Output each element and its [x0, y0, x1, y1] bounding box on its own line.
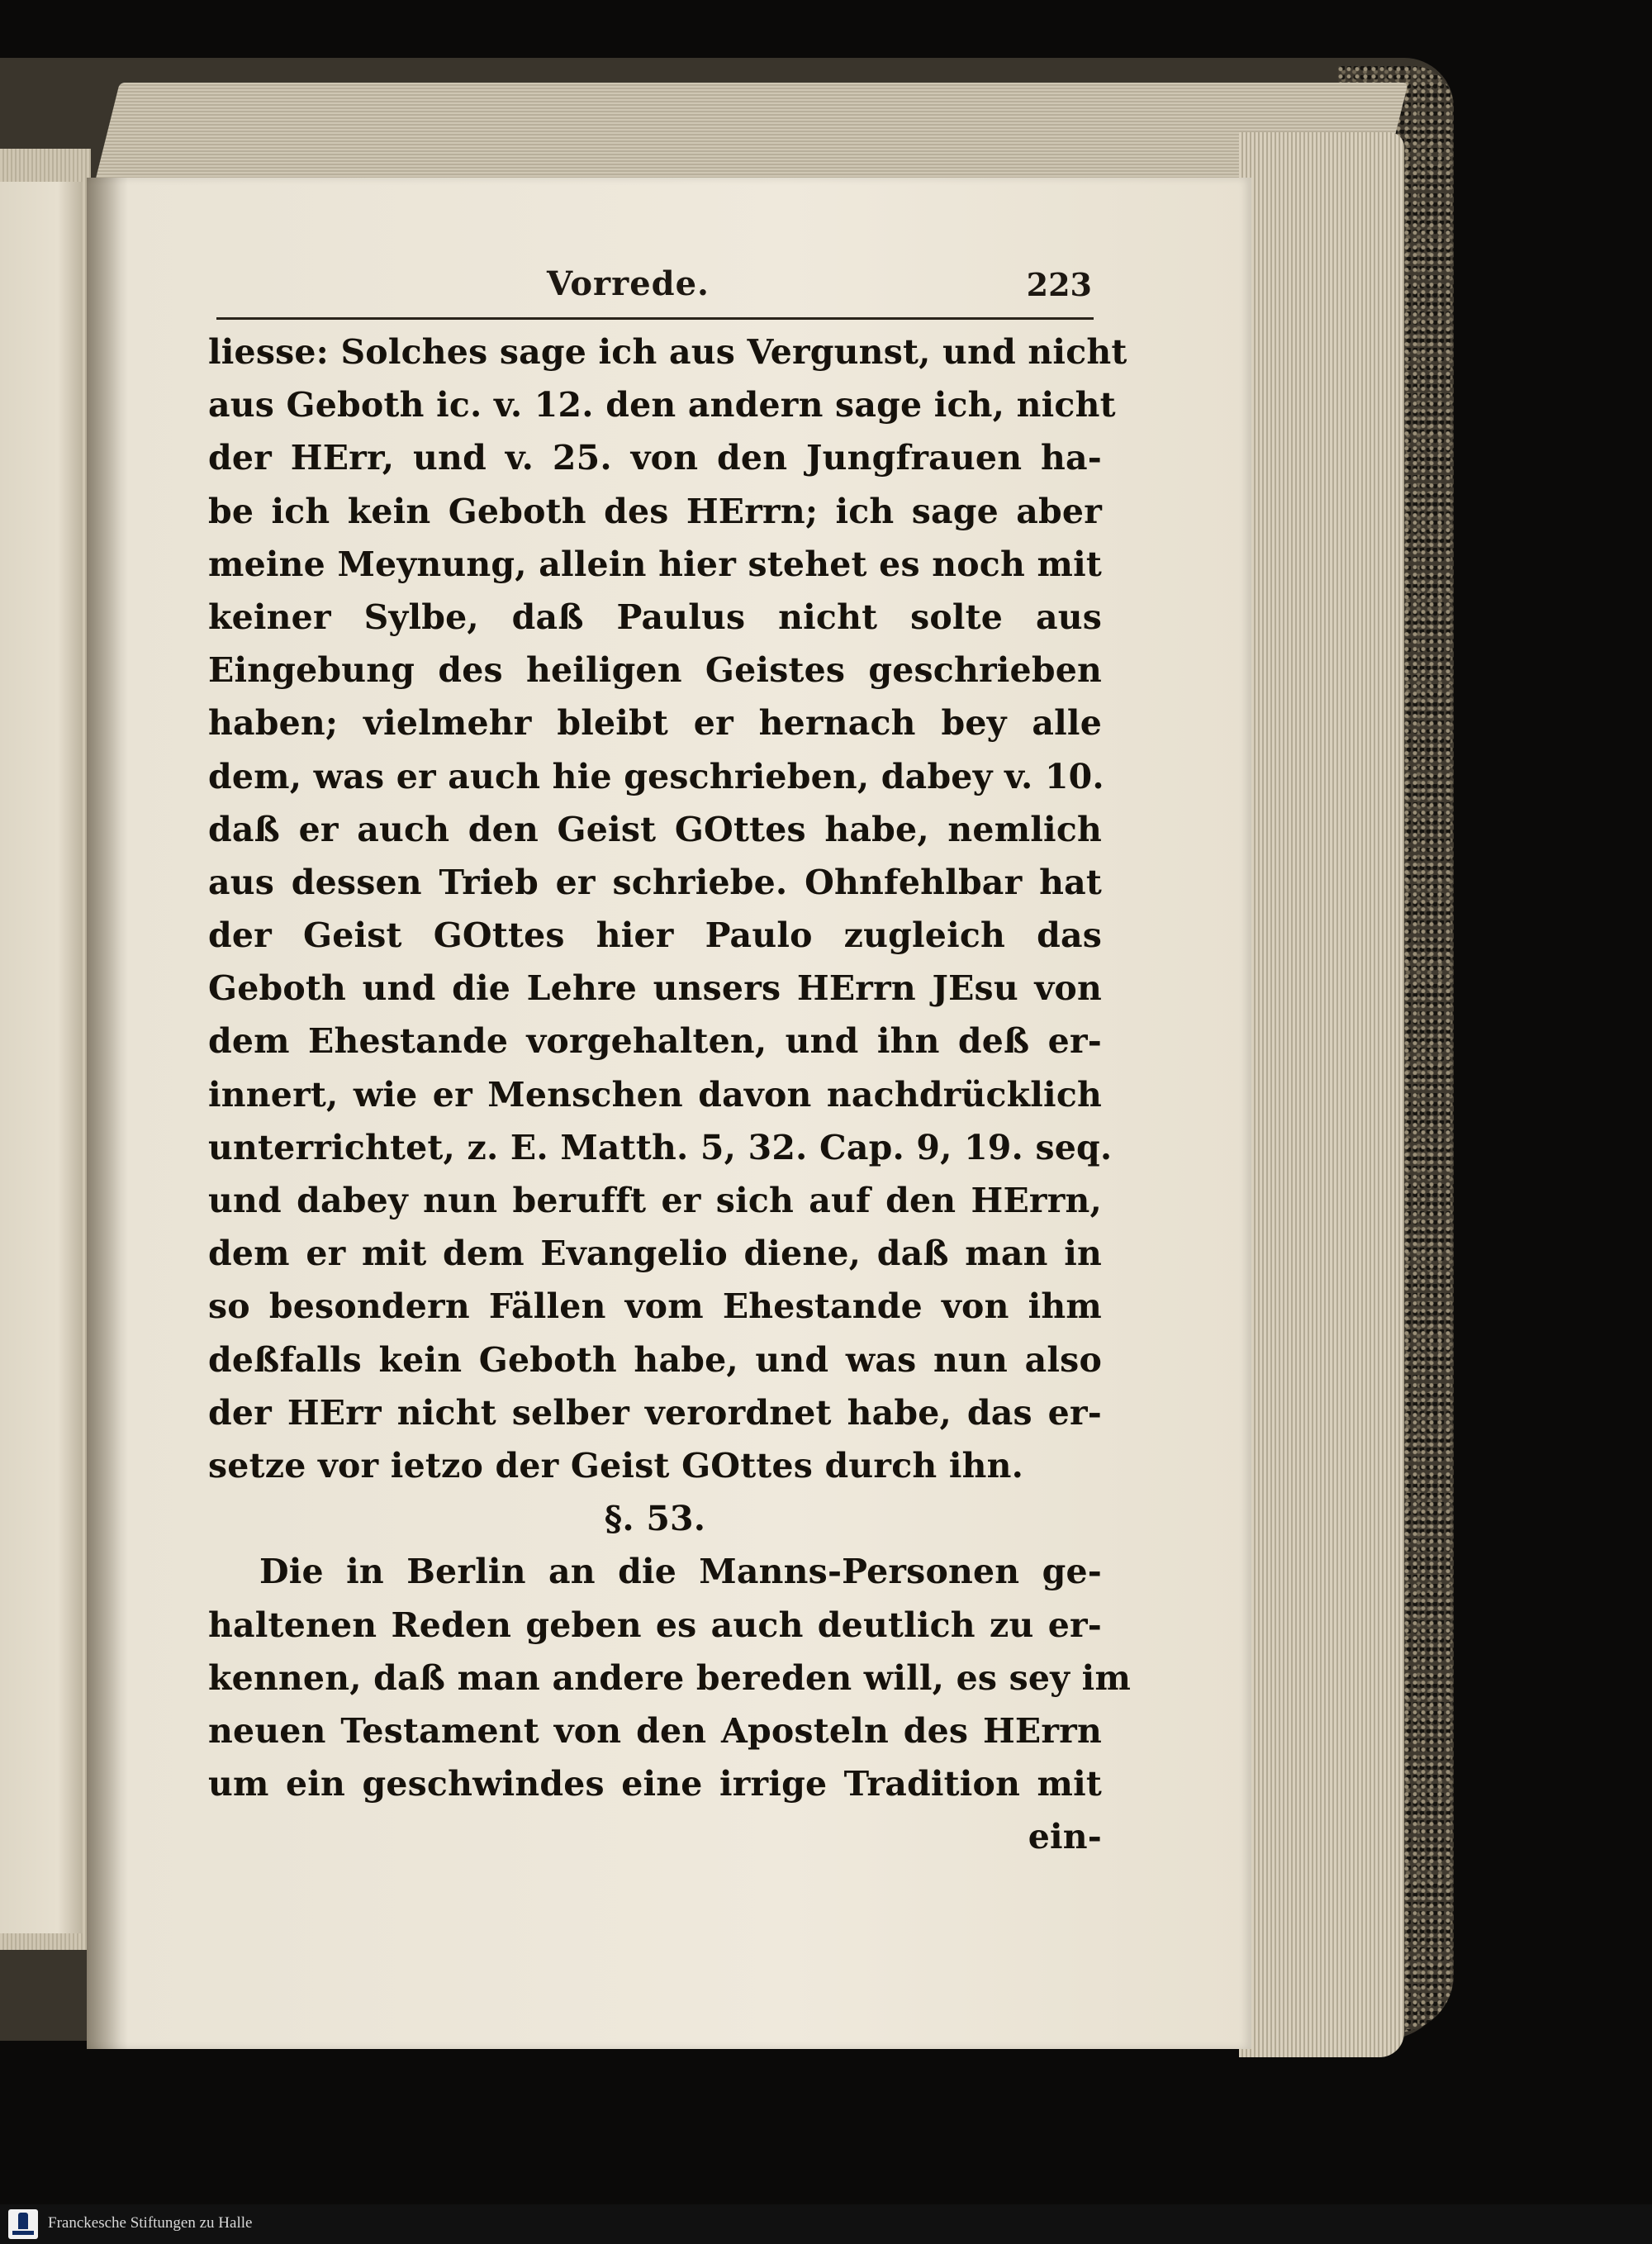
text-line: aus Geboth ic. v. 12. den andern sage ich, nicht	[208, 385, 1116, 426]
right-page-edges	[1239, 132, 1404, 2057]
text-line: keiner Sylbe, daß Paulus nicht solte aus	[208, 597, 1102, 637]
institution-name: Franckesche Stiftungen zu Halle	[48, 2214, 253, 2232]
text-line: Eingebung des heiligen Geistes geschrieben	[208, 650, 1102, 691]
text-line: be ich kein Geboth des HErrn; ich sage aber	[208, 491, 1102, 531]
header-rule	[216, 317, 1094, 320]
body-text	[208, 326, 1132, 1863]
text-line: der HErr nicht selber verordnet habe, das er-	[208, 1392, 1102, 1433]
section-heading: §. 53.	[604, 1499, 706, 1539]
text-line: kennen, daß man andere bereden will, es sey im	[208, 1657, 1132, 1698]
gutter-shadow	[87, 178, 128, 2049]
text-line: dem, was er auch hie geschrieben, dabey v. 10.	[208, 756, 1104, 796]
catchword: ein-	[1028, 1817, 1102, 1857]
text-line: Geboth und die Lehre unsers HErrn JEsu von	[208, 968, 1102, 1009]
text-line: deßfalls kein Geboth habe, und was nun also	[208, 1339, 1102, 1380]
text-line: der Geist GOttes hier Paulo zugleich das	[208, 915, 1102, 956]
text-line: und dabey nun berufft er sich auf den HErrn,	[208, 1181, 1102, 1220]
institution-logo-icon	[8, 2209, 38, 2239]
text-line: um ein geschwindes eine irrige Tradition mit	[208, 1764, 1102, 1804]
text-line: meine Meynung, allein hier stehet es noch mit	[208, 544, 1102, 584]
page-header	[216, 264, 1092, 314]
text-line: aus dessen Trieb er schriebe. Ohnfehlbar hat	[208, 862, 1102, 902]
text-line: so besondern Fällen vom Ehestande von ihm	[208, 1286, 1102, 1327]
text-line: dem Ehestande vorgehalten, und ihn deß er-	[208, 1021, 1102, 1062]
text-line: haben; vielmehr bleibt er hernach bey alle	[208, 703, 1102, 744]
text-line: innert, wie er Menschen davon nachdrücklich	[208, 1074, 1102, 1115]
running-title: Vorrede.	[547, 264, 710, 303]
page-number: 223	[1026, 266, 1092, 303]
text-line: neuen Testament von den Aposteln des HErrn	[208, 1710, 1102, 1751]
text-line: dem er mit dem Evangelio diene, daß man in	[208, 1234, 1102, 1274]
text-line: setze vor ietzo der Geist GOttes durch ihn.	[208, 1445, 1024, 1486]
text-line: unterrichtet, z. E. Matth. 5, 32. Cap. 9, 19. seq.	[208, 1127, 1113, 1167]
text-line: daß er auch den Geist GOttes habe, nemlich	[208, 809, 1102, 849]
text-line: liesse: Solches sage ich aus Vergunst, und nicht	[208, 332, 1127, 372]
text-line: haltenen Reden geben es auch deutlich zu er-	[208, 1605, 1102, 1645]
viewer-footer-bar	[0, 2204, 1652, 2244]
left-page	[0, 182, 83, 1933]
text-line: Die in Berlin an die Manns-Personen ge-	[259, 1552, 1102, 1592]
text-line: der HErr, und v. 25. von den Jungfrauen ha-	[208, 438, 1102, 478]
